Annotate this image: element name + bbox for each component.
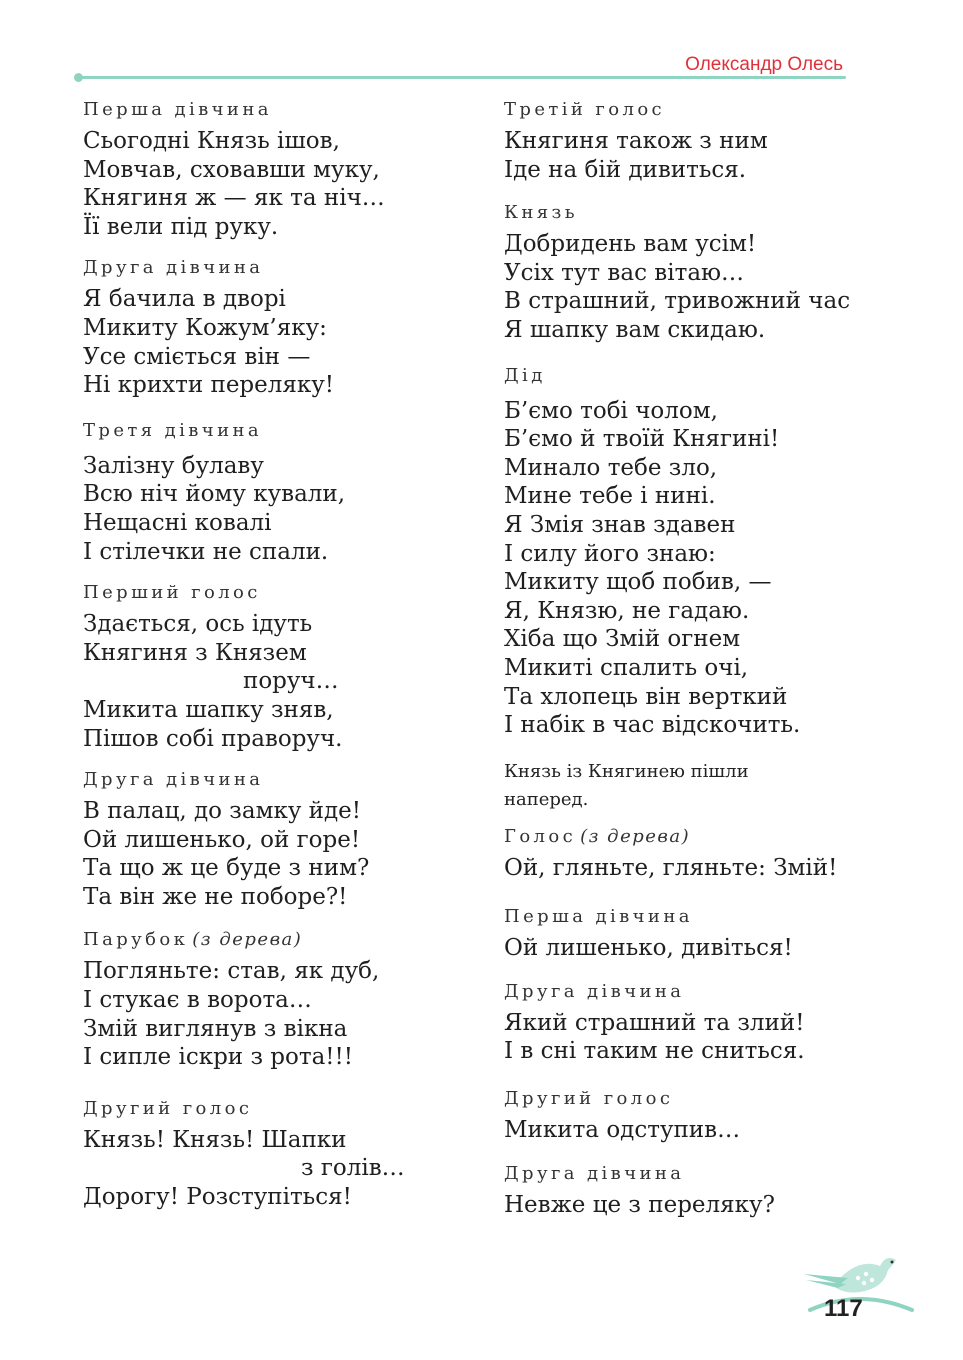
verse-line: Княгиня також з ним [504,128,768,154]
verse-line: Змій виглянув з вікна [83,1015,348,1042]
verse-line: Погляньте: став, як дуб, [83,958,380,985]
right-column [504,97,884,1233]
verse-line: Я Змія знав здавен [504,511,736,538]
verse-line: Княгиня ж — як та ніч… [83,185,385,212]
stage-remark: (з дерева) [192,929,303,951]
verse-line: Микиті спалить очі, [504,654,749,681]
verse-line: Та що ж це буде з ним? [83,855,370,882]
speaker-name: Друга дівчина [504,980,685,1002]
verse-line: Та він же не поборе?! [83,883,348,910]
verse-line: Микита шапку зняв, [83,696,334,723]
dialogue-block [83,97,463,241]
verse-line: Микиту Кожум’яку: [83,314,327,341]
speaker-name [504,824,884,850]
dialogue-block [504,979,884,1066]
dialogue-block [504,904,884,963]
verse-line: Залізну булаву [83,452,264,479]
speaker-name: Другий голос [504,1088,674,1110]
verse-line: І силу його знаю: [504,540,716,567]
dialogue-block [504,1161,884,1220]
verse-line: В страшний, тривожний час [504,288,851,315]
speaker-name: Друга дівчина [83,257,264,279]
speaker-name: Перша дівчина [83,99,272,120]
speaker-label: Парубок [83,929,189,951]
verse-line: Хіба що Змій огнем [504,626,741,653]
dialogue-block [83,767,463,911]
verse-line: Усе сміється він — [83,343,311,370]
verse-line: Я бачила в дворі [83,286,286,313]
stage-line: наперед. [504,788,589,810]
dialogue-block [504,200,884,344]
verse-line: Микиту щоб побив, — [504,569,772,596]
verse-line: Та хлопець він верткий [504,683,788,710]
verse-line: І набік в час відскочить. [504,712,801,739]
verse-line: Добридень вам усім! [504,231,757,258]
speaker-name [83,927,463,953]
speaker-name: Друга дівчина [504,1162,685,1184]
verse-line: І стукає в ворота… [83,987,312,1014]
verse-line: Її вели під руку. [83,213,279,240]
speaker-name: Перший голос [83,582,261,604]
dialogue-block [83,1096,463,1212]
speaker-name: Князь [504,202,578,224]
verse-line: Здається, ось ідуть [83,611,313,638]
verse-line: Усіх тут вас вітаю… [504,259,745,286]
dialogue-block [83,255,463,399]
verse-line: Невже це з переляку? [504,1191,775,1218]
verse-line: Б’ємо й твоїй Княгині! [504,426,780,453]
verse-line: Ой, гляньте, гляньте: Змій! [504,854,838,881]
verse-line: Сьогодні Князь ішов, [83,128,340,154]
verse-line: Пішов собі праворуч. [83,725,343,752]
verse-line: І сипле іскри з рота!!! [83,1044,354,1071]
stage-remark: (з дерева) [580,825,691,847]
dialogue-block [83,418,463,566]
verse-line: Я, Князю, не гадаю. [504,597,750,624]
verse-line: поруч… [243,668,339,695]
verse-line: Микита одступив… [504,1117,741,1144]
verse-line: Князь! Князь! Шапки [83,1126,347,1153]
speaker-name: Третя дівчина [83,419,263,441]
verse-line: Ні крихти переляку! [83,372,335,399]
dialogue-block [504,824,884,883]
dialogue-block [83,580,463,753]
verse-line: Нещасні ковалі [83,509,272,536]
dialogue-block [504,97,884,184]
verse-line: Мине тебе і нині. [504,483,716,510]
verse-line: Ой лишенько, ой горе! [83,826,361,853]
verse-line: Я шапку вам скидаю. [504,316,766,343]
speaker-name: Перша дівчина [504,906,693,928]
stage-direction [504,758,884,814]
dialogue-block [83,927,463,1071]
speaker-name: Другий голос [83,1097,253,1119]
verse-line: Який страшний та злий! [504,1009,805,1036]
verse-line: з голів… [301,1155,405,1182]
verse-line: Минало тебе зло, [504,454,718,481]
speaker-name: Третій голос [504,99,666,120]
running-header-author: Олександр Олесь [685,54,843,75]
left-column [83,97,463,1226]
stage-line: Князь із Княгинею пішли [504,760,749,782]
verse-line: Дорогу! Розступіться! [83,1184,352,1211]
verse-line: І стілечки не спали. [83,538,329,565]
verse-line: Всю ніч йому кували, [83,481,346,508]
verse-line: Мовчав, сховавши муку, [83,156,380,183]
speaker-name: Дід [504,364,546,386]
verse-line: Княгиня з Князем [83,639,307,666]
verse-line: І в сні таким не сниться. [504,1038,805,1065]
header-rule [78,76,846,79]
speaker-label: Голос [504,825,577,847]
dialogue-block [504,363,884,740]
page-number: 117 [824,1295,863,1322]
verse-line: Б’ємо тобі чолом, [504,397,718,424]
speaker-name: Друга дівчина [83,769,264,791]
verse-line: Іде на бій дивиться. [504,156,747,183]
dialogue-block [504,1086,884,1145]
verse-line: Ой лишенько, дивіться! [504,935,793,962]
verse-line: В палац, до замку йде! [83,798,362,825]
